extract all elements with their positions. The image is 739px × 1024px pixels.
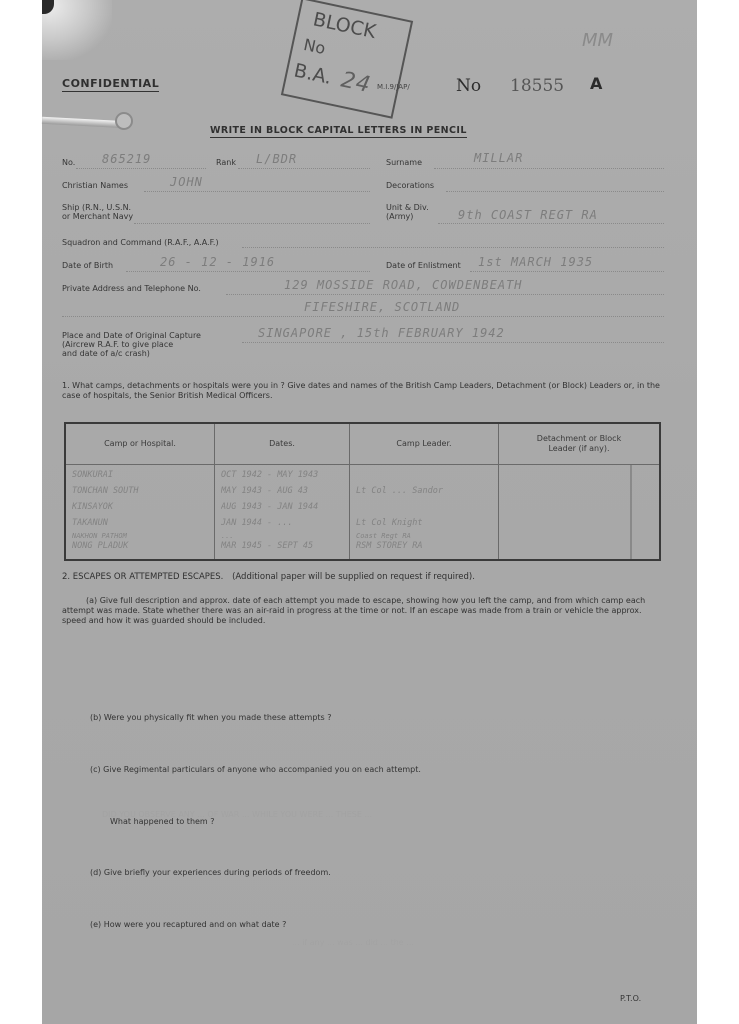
- table-cell-leader[interactable]: [356, 499, 492, 515]
- field-capture-label-line3: and date of a/c crash): [62, 349, 150, 358]
- field-unit-value[interactable]: 9th COAST REGT RA: [458, 208, 598, 222]
- header-camp-leader: Camp Leader.: [350, 423, 499, 465]
- field-unit-label: [386, 203, 429, 221]
- field-no-label: No.: [62, 158, 76, 167]
- field-surname-rule: [434, 168, 664, 169]
- form-instruction-heading: WRITE IN BLOCK CAPITAL LETTERS IN PENCIL: [210, 125, 467, 136]
- serial-number: 18555: [510, 76, 565, 96]
- question-c: (c) Give Regimental particulars of anyone who accompanied you on each attempt.: [90, 765, 421, 774]
- field-decorations-label: Decorations: [386, 181, 435, 190]
- field-address-rule-2: [62, 316, 664, 317]
- header-dates: Dates.: [215, 423, 350, 465]
- question-b: (b) Were you physically fit when you made these attempts ?: [90, 713, 332, 722]
- field-surname-value[interactable]: MILLAR: [474, 151, 524, 165]
- camps-table: [64, 422, 661, 561]
- table-cell-camp[interactable]: KINSAYOK: [72, 502, 113, 512]
- table-cell-detachment[interactable]: [505, 467, 653, 483]
- stamp-line-1: BLOCK: [311, 8, 378, 44]
- section2-note: (Additional paper will be supplied on request if required).: [232, 572, 475, 582]
- field-unit-rule: [438, 223, 664, 224]
- header-camp: Camp or Hospital.: [65, 423, 215, 465]
- block-stamp: [281, 0, 413, 119]
- question-a: (a) Give full description and approx. date of each attempt you made to escape, showing how you left the camp, and from which camp each attempt was made. State whether there was an air-raid in progress at the time or not. If an escape was made from a train or vehicle the approx. speed and how it was guarded should be included.: [62, 596, 646, 625]
- table-cell-camp[interactable]: TAKANUN: [72, 518, 108, 528]
- table-cell-detachment[interactable]: [505, 541, 653, 551]
- field-address-label: Private Address and Telephone No.: [62, 284, 201, 293]
- field-rank-rule: [238, 168, 370, 169]
- field-christian-names-value[interactable]: JOHN: [170, 175, 203, 189]
- serial-label: No: [456, 76, 482, 96]
- field-squadron-rule: [242, 247, 664, 248]
- form-reference: M.I.9/JAP/: [377, 83, 410, 91]
- serial-suffix: A: [590, 74, 603, 93]
- table-cell-dates[interactable]: MAR 1945 - SEPT 45: [221, 541, 314, 551]
- form-page: [42, 0, 697, 1024]
- stamp-line-2: No: [301, 34, 328, 59]
- bleed-through-text-1: DID YOU OBSERVE ANY ... OF WAR ... WHILE YOU WERE ... THESE ...: [102, 810, 373, 819]
- column-camp: [65, 465, 215, 561]
- stamp-line-3: B.A.: [292, 59, 334, 89]
- field-ship-rule: [134, 223, 370, 224]
- table-cell-camp[interactable]: NONG PLADUK: [72, 541, 129, 551]
- field-surname-label: Surname: [386, 158, 422, 167]
- section2-header: [62, 572, 475, 582]
- field-capture-label-line1: Place and Date of Original Capture: [62, 331, 201, 340]
- column-detachment-leader: [499, 465, 661, 561]
- field-dob-rule: [126, 271, 370, 272]
- field-dob-label: Date of Birth: [62, 261, 114, 270]
- field-ship-label-line2: or Merchant Navy: [62, 212, 134, 221]
- classification-label: CONFIDENTIAL: [62, 77, 160, 90]
- header-detachment-leader: Detachment or Block Leader (if any).: [499, 423, 661, 465]
- table-cell-dates[interactable]: AUG 1943 - JAN 1944: [221, 502, 319, 512]
- field-capture-value[interactable]: SINGAPORE , 15th FEBRUARY 1942: [258, 326, 505, 340]
- field-ship-label-line1: Ship (R.N., U.S.N.: [62, 203, 132, 212]
- table-cell-detachment[interactable]: [505, 515, 653, 531]
- field-no-rule: [76, 168, 206, 169]
- table-cell-dates[interactable]: OCT 1942 - MAY 1943: [221, 470, 319, 480]
- column-camp-leader: [350, 465, 499, 561]
- table-cell-dates[interactable]: ...: [221, 532, 234, 540]
- table-cell-detachment[interactable]: [505, 483, 653, 499]
- field-unit-label-line2: (Army): [386, 212, 414, 221]
- field-enlistment-label: Date of Enlistment: [386, 261, 461, 270]
- stamp-handwritten-number: 24: [338, 67, 374, 99]
- field-no-value[interactable]: 865219: [102, 152, 152, 166]
- table-cell-dates[interactable]: MAY 1943 - AUG 43: [221, 486, 308, 496]
- section1-question: 1. What camps, detachments or hospitals were you in ? Give dates and names of the British Camp Leaders, Detachment (or Block) Leaders or, in the case of hospitals, the Senior British Medical Officers.: [62, 381, 660, 400]
- paper-clip-ring: [115, 112, 133, 130]
- field-christian-names-label: Christian Names: [62, 181, 128, 190]
- field-capture-rule: [242, 342, 664, 343]
- field-enlistment-value[interactable]: 1st MARCH 1935: [478, 255, 594, 269]
- field-rank-value[interactable]: L/BDR: [256, 152, 298, 166]
- table-cell-leader[interactable]: Coast Regt RA: [356, 532, 411, 540]
- field-enlistment-rule: [470, 271, 664, 272]
- field-capture-label-line2: (Aircrew R.A.F. to give place: [62, 340, 174, 349]
- field-address-rule-1: [226, 294, 664, 295]
- table-cell-dates[interactable]: JAN 1944 - ...: [221, 518, 293, 528]
- column-dates: [215, 465, 350, 561]
- field-address-line2[interactable]: FIFESHIRE, SCOTLAND: [304, 300, 461, 314]
- table-cell-detachment[interactable]: [505, 531, 653, 541]
- field-christian-names-rule: [144, 191, 370, 192]
- table-cell-camp[interactable]: NAKHON PATHOM: [72, 532, 127, 540]
- handwritten-initials: MM: [582, 30, 614, 51]
- page-turn-over-label: P.T.O.: [620, 994, 642, 1003]
- question-e: (e) How were you recaptured and on what date ?: [90, 920, 287, 929]
- paper-clip: [42, 117, 126, 128]
- field-capture-label: [62, 331, 201, 358]
- table-cell-detachment[interactable]: [505, 499, 653, 515]
- section2-title: 2. ESCAPES OR ATTEMPTED ESCAPES.: [62, 572, 224, 582]
- field-ship-label: [62, 203, 133, 221]
- bleed-through-text-2: ... if any ... was ... did ... the ...: [292, 938, 414, 947]
- field-squadron-label: Squadron and Command (R.A.F., A.A.F.): [62, 238, 219, 247]
- field-address-line1[interactable]: 129 MOSSIDE ROAD, COWDENBEATH: [284, 278, 523, 292]
- table-cell-leader[interactable]: RSM STOREY RA: [356, 541, 423, 551]
- table-cell-leader[interactable]: [356, 467, 492, 483]
- table-cell-leader[interactable]: Lt Col ... Sandor: [356, 486, 443, 496]
- table-cell-camp[interactable]: TONCHAN SOUTH: [72, 486, 139, 496]
- question-d: (d) Give briefly your experiences during periods of freedom.: [90, 868, 331, 877]
- field-dob-value[interactable]: 26 - 12 - 1916: [160, 255, 276, 269]
- table-cell-camp[interactable]: SONKURAI: [72, 470, 113, 480]
- field-decorations-rule: [446, 191, 664, 192]
- field-rank-label: Rank: [216, 158, 236, 167]
- table-cell-leader[interactable]: Lt Col Knight: [356, 518, 423, 528]
- field-unit-label-line1: Unit & Div.: [386, 203, 429, 212]
- question-c-followup: What happened to them ?: [110, 817, 215, 826]
